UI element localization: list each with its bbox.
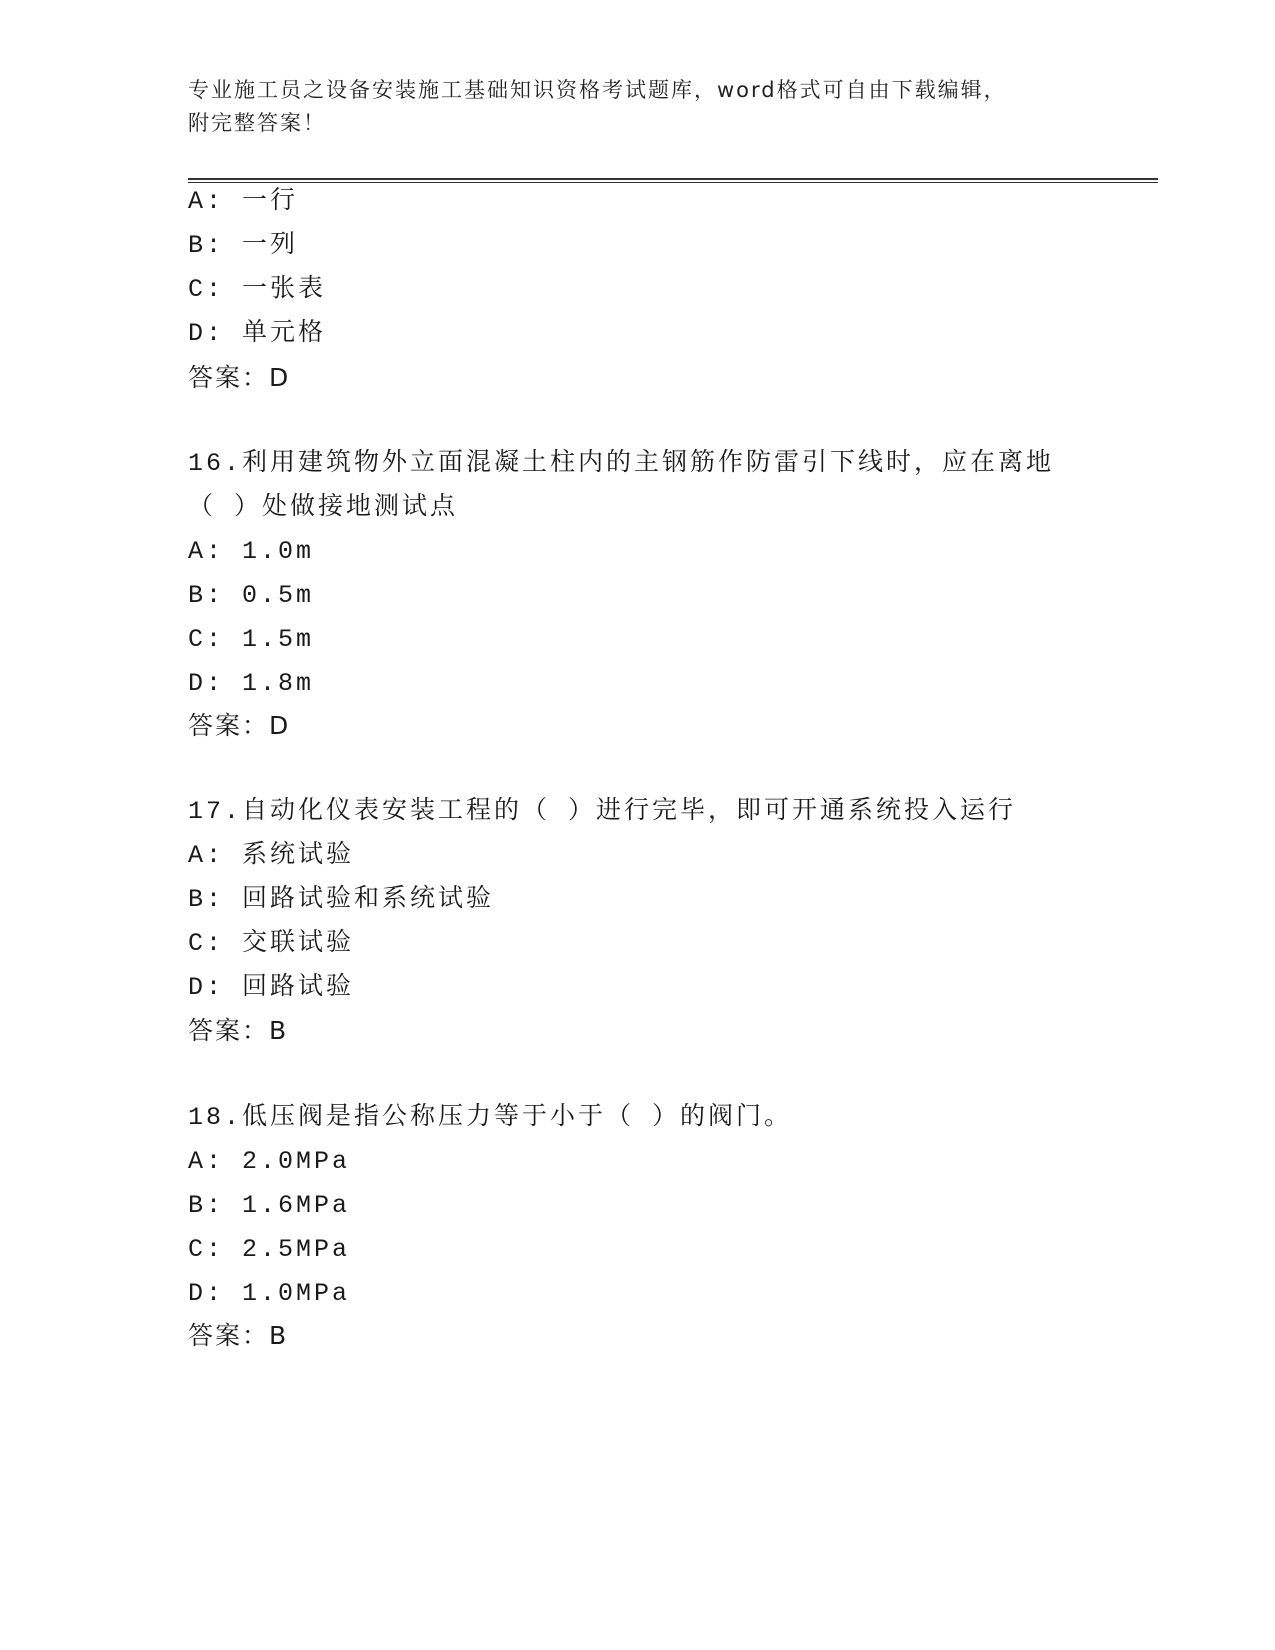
q16-question-line-2: （ ）处做接地测试点 [188, 493, 459, 522]
header-line-2: 附完整答案！ [188, 111, 326, 135]
q18-option-a: A: 2.0MPa [188, 1147, 351, 1176]
q15-option-a: A: 一行 [188, 187, 299, 216]
q18-answer: 答案：B [188, 1321, 289, 1350]
q15-option-c: C: 一张表 [188, 275, 327, 304]
document-header [188, 74, 1088, 140]
q15-option-d: D: 单元格 [188, 319, 327, 348]
header-line-1: 专业施工员之设备安装施工基础知识资格考试题库，word格式可自由下载编辑， [188, 78, 1007, 102]
q17-option-c: C: 交联试验 [188, 929, 355, 958]
q15-answer: 答案：D [188, 363, 291, 392]
q16-option-b: B: 0.5m [188, 581, 315, 610]
q16-answer: 答案：D [188, 711, 291, 740]
q16-option-a: A: 1.0m [188, 537, 315, 566]
q17-question: 17.自动化仪表安装工程的（ ）进行完毕，即可开通系统投入运行 [188, 797, 1017, 826]
q16-option-c: C: 1.5m [188, 625, 315, 654]
q18-option-c: C: 2.5MPa [188, 1235, 351, 1264]
q15-option-b: B: 一列 [188, 231, 299, 260]
q18-option-b: B: 1.6MPa [188, 1191, 351, 1220]
q18-question: 18.低压阀是指公称压力等于小于（ ）的阀门。 [188, 1103, 793, 1132]
q17-option-a: A: 系统试验 [188, 841, 355, 870]
q17-option-b: B: 回路试验和系统试验 [188, 885, 495, 914]
q18-option-d: D: 1.0MPa [188, 1279, 351, 1308]
header-divider [188, 178, 1158, 183]
q17-answer: 答案：B [188, 1016, 289, 1045]
q16-option-d: D: 1.8m [188, 669, 315, 698]
q16-question-line-1: 16.利用建筑物外立面混凝土柱内的主钢筋作防雷引下线时，应在离地 [188, 449, 1055, 478]
q17-option-d: D: 回路试验 [188, 973, 355, 1002]
